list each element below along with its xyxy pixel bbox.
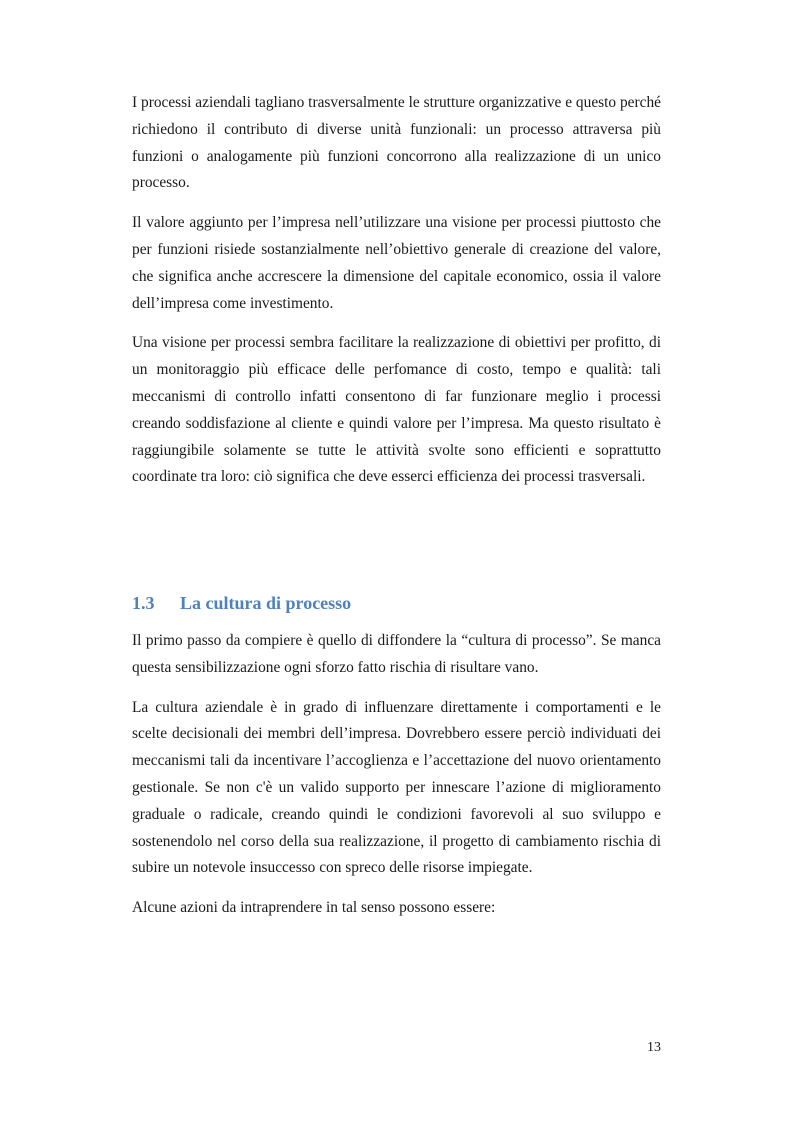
- paragraph-primo-passo: Il primo passo da compiere è quello di diffondere la “cultura di processo”. Se manca questa sensibilizzazione ogni sforzo fatto rischia di risultare vano.: [132, 632, 661, 676]
- page-number: 13: [647, 1040, 661, 1055]
- section-title: La cultura di processo: [180, 593, 352, 613]
- section-number: 1.3: [132, 593, 155, 613]
- paragraph-visione-per-processi: Una visione per processi sembra facilitare la realizzazione di obiettivi per profitto, di un monitoraggio più efficace delle perfomance di costo, tempo e qualità: tali meccanismi di controllo infatti consentono di far funzionare meglio i processi creando soddisfazione al cliente e quindi valore per l’impresa. Ma questo risultato è raggiungibile solamente se tutte le attività svolte sono efficienti e soprattutto coordinate tra loro: ciò significa che deve esserci efficienza dei processi trasversali.: [132, 334, 661, 486]
- section-body: [132, 628, 661, 922]
- section-heading: [132, 590, 661, 616]
- body-text-top: [132, 90, 661, 491]
- paragraph-alcune-azioni: Alcune azioni da intraprendere in tal senso possono essere:: [132, 899, 496, 917]
- paragraph-cultura-aziendale: La cultura aziendale è in grado di influenzare direttamente i comportamenti e le scelte decisionali dei membri dell’impresa. Dovrebbero essere perciò individuati dei meccanismi tali da incentivare l’accoglienza e l’accettazione del nuovo orientamento gestionale. Se non c'è un valido supporto per innescare l’azione di miglioramento graduale o radicale, creando quindi le condizioni favorevoli al suo sviluppo e sostenendolo nel corso della sua realizzazione, il progetto di cambiamento rischia di subire un notevole insuccesso con spreco delle risorse impiegate.: [132, 698, 661, 877]
- paragraph-valore-aggiunto: Il valore aggiunto per l’impresa nell’utilizzare una visione per processi piuttosto che per funzioni risiede sostanzialmente nell’obiettivo generale di creazione del valore, che significa anche accrescere la dimensione del capitale economico, ossia il valore dell’impresa come investimento.: [132, 214, 661, 312]
- paragraph-processi-aziendali: I processi aziendali tagliano trasversalmente le strutture organizzative e questo perché richiedono il contributo di diverse unità funzionali: un processo attraversa più funzioni o analogamente più funzioni concorrono alla realizzazione di un unico processo.: [132, 94, 661, 192]
